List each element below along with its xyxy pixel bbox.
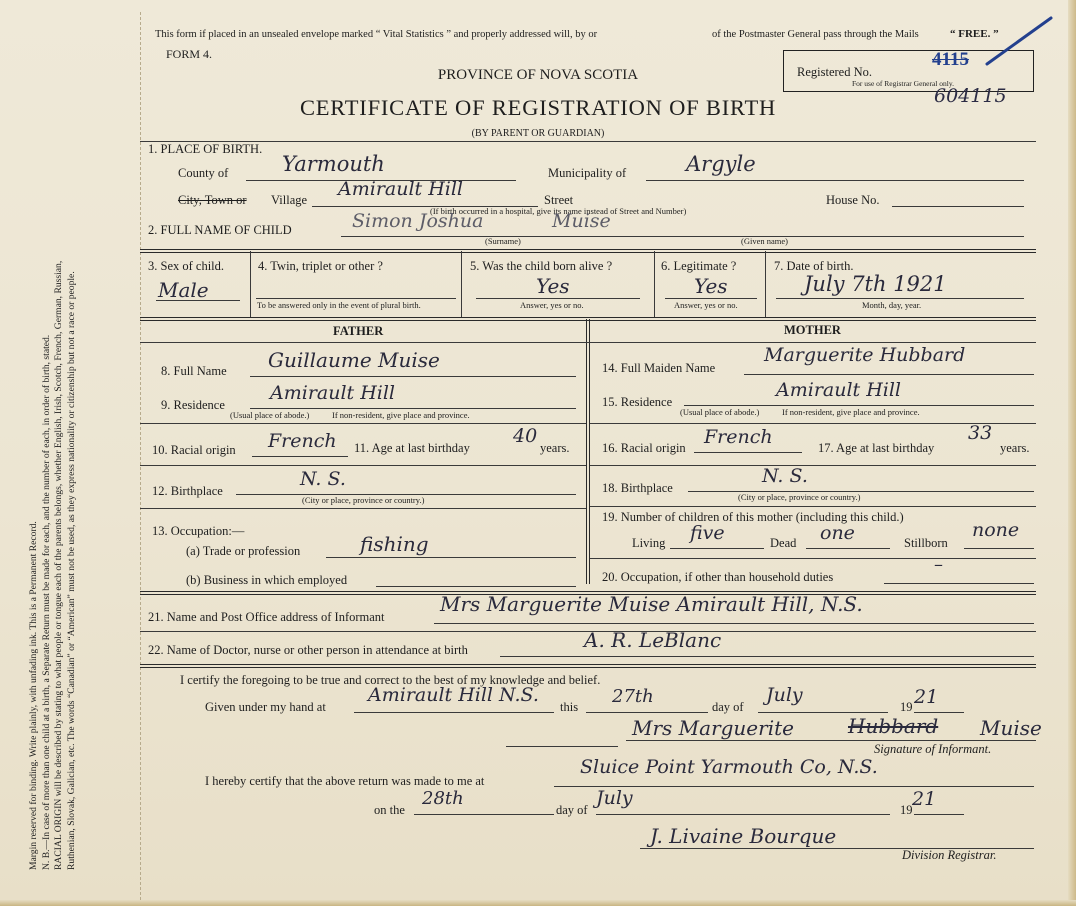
divider-5-6 bbox=[654, 251, 655, 317]
given-month-value: July bbox=[766, 684, 803, 706]
father-trade-value: fishing bbox=[360, 532, 429, 556]
registrar-signature: J. Livaine Bourque bbox=[650, 824, 837, 848]
mother-residence-label: 15. Residence bbox=[602, 395, 673, 409]
postal-notice-free: “ FREE. ” bbox=[950, 28, 999, 40]
father-racial-line bbox=[252, 456, 348, 457]
sex-value: Male bbox=[158, 278, 209, 302]
municipality-label: Municipality of bbox=[548, 166, 627, 180]
county-value: Yarmouth bbox=[282, 152, 385, 176]
father-age-value: 40 bbox=[513, 425, 538, 447]
living-label: Living bbox=[632, 536, 666, 550]
given-place-line bbox=[354, 712, 554, 713]
given-year-value: 21 bbox=[914, 686, 939, 708]
father-birthplace-label: 12. Birthplace bbox=[152, 484, 223, 498]
registered-no-stamp: 4115 bbox=[932, 49, 969, 70]
margin-line-1: Margin reserved for binding. Write plainly, with unfading ink. This is a Permanent Record. bbox=[28, 521, 39, 870]
registrar-cert-label: I hereby certify that the above return was made to me at bbox=[205, 774, 485, 788]
given-year-prefix: 19 bbox=[900, 700, 913, 714]
father-residence-value: Amirault Hill bbox=[270, 382, 396, 404]
mother-residence-value: Amirault Hill bbox=[776, 379, 902, 401]
given-day-value: 27th bbox=[612, 686, 654, 707]
margin-line-4: Ruthenian, Slovak, Galician, etc. The words “Canadian” or “American” must not be used, as they express nationality or citizenship but not a race or people. bbox=[65, 271, 77, 870]
sex-line bbox=[156, 300, 240, 301]
rule-f-birthplace bbox=[140, 465, 586, 466]
mother-occupation-value: – bbox=[934, 554, 943, 575]
hospital-note: (If birth occurred in a hospital, give its name instead of Street and Number) bbox=[430, 206, 687, 216]
mother-racial-line bbox=[694, 452, 802, 453]
father-abode-note: (Usual place of abode.) bbox=[230, 410, 310, 420]
father-racial-value: French bbox=[268, 430, 337, 452]
this-label: this bbox=[560, 700, 579, 714]
reg-month-line bbox=[596, 814, 890, 815]
short-divider bbox=[506, 746, 618, 747]
father-racial-label: 10. Racial origin bbox=[152, 443, 236, 457]
father-nonresident-note: If non-resident, give place and province. bbox=[332, 410, 470, 420]
house-no-line bbox=[892, 206, 1024, 207]
informant-sig-b: Muise bbox=[980, 716, 1042, 740]
certificate-title: CERTIFICATE OF REGISTRATION OF BIRTH bbox=[299, 95, 777, 120]
day-of-label: day of bbox=[712, 700, 744, 714]
father-heading: FATHER bbox=[333, 324, 384, 338]
rule-m-occupation bbox=[590, 558, 1036, 559]
house-no-label: House No. bbox=[826, 193, 880, 207]
reg-year-prefix: 19 bbox=[900, 803, 913, 817]
stillborn-line bbox=[964, 548, 1034, 549]
registered-no-written: 604115 bbox=[934, 85, 1007, 107]
born-alive-note: Answer, yes or no. bbox=[520, 300, 584, 310]
living-line bbox=[670, 548, 764, 549]
dead-line bbox=[806, 548, 890, 549]
mother-birthplace-note: (City or place, province or country.) bbox=[738, 492, 861, 502]
rule-section-3 bbox=[140, 249, 1036, 253]
margin-line-2: N. B.—In case of more than one child at a birth, a Separate Return must be made for each, and the number of each, in order of birth, stated. bbox=[40, 334, 52, 870]
sig-informant-label: Signature of Informant. bbox=[874, 742, 992, 756]
rule-m-birthplace bbox=[590, 465, 1036, 466]
informant-sig-struck: Hubbard bbox=[848, 714, 939, 738]
informant-line bbox=[434, 623, 1034, 624]
legitimate-value: Yes bbox=[694, 274, 728, 298]
given-year-line bbox=[914, 712, 964, 713]
reg-year-value: 21 bbox=[912, 788, 937, 810]
dead-value: one bbox=[820, 522, 855, 544]
twin-note: To be answered only in the event of plural birth. bbox=[257, 300, 421, 310]
mother-name-label: 14. Full Maiden Name bbox=[602, 361, 716, 375]
father-birthplace-value: N. S. bbox=[300, 468, 346, 490]
mother-name-line bbox=[744, 374, 1034, 375]
given-day-line bbox=[586, 712, 708, 713]
rule-f-racial bbox=[140, 423, 586, 424]
mother-years: years. bbox=[1000, 441, 1030, 455]
postal-notice-b: of the Postmaster General pass through the Mails bbox=[712, 29, 919, 40]
reg-day-value: 28th bbox=[422, 788, 464, 809]
rule-f-occupation bbox=[140, 508, 586, 509]
mother-abode-note: (Usual place of abode.) bbox=[680, 407, 760, 417]
attendant-line bbox=[500, 656, 1034, 657]
stillborn-label: Stillborn bbox=[904, 536, 948, 550]
father-residence-line bbox=[250, 408, 576, 409]
occupation-label: 13. Occupation:— bbox=[152, 524, 245, 538]
twin-line bbox=[256, 298, 456, 299]
reg-month-value: July bbox=[596, 787, 633, 809]
rule-top bbox=[140, 141, 1036, 142]
attendant-label: 22. Name of Doctor, nurse or other person in attendance at birth bbox=[148, 643, 468, 657]
father-trade-line bbox=[326, 557, 576, 558]
informant-label: 21. Name and Post Office address of Informant bbox=[148, 610, 385, 624]
rule-parents-heading bbox=[140, 342, 1036, 343]
mother-nonresident-note: If non-resident, give place and province. bbox=[782, 407, 920, 417]
province-heading: PROVINCE OF NOVA SCOTIA bbox=[437, 67, 639, 83]
binding-margin-line bbox=[140, 12, 141, 900]
blue-check-mark bbox=[985, 14, 1055, 70]
certify-text: I certify the foregoing to be true and correct to the best of my knowledge and belief. bbox=[180, 673, 601, 687]
municipality-value: Argyle bbox=[686, 152, 756, 176]
village-label: Village bbox=[271, 193, 308, 207]
legitimate-note: Answer, yes or no. bbox=[674, 300, 738, 310]
date-of-birth-line bbox=[776, 298, 1024, 299]
reg-day-of-label: day of bbox=[556, 803, 588, 817]
mother-heading: MOTHER bbox=[784, 323, 841, 337]
mother-racial-label: 16. Racial origin bbox=[602, 441, 686, 455]
registrar-use-note: For use of Registrar General only. bbox=[852, 79, 954, 88]
given-name-note: (Given name) bbox=[741, 236, 788, 246]
child-given-value: Simon Joshua bbox=[352, 210, 484, 232]
father-years: years. bbox=[540, 441, 570, 455]
given-place-value: Amirault Hill N.S. bbox=[368, 684, 539, 706]
village-value: Amirault Hill bbox=[338, 178, 464, 200]
mother-occupation-line bbox=[884, 583, 1034, 584]
certificate-subtitle: (BY PARENT OR GUARDIAN) bbox=[471, 128, 605, 139]
mother-birthplace-value: N. S. bbox=[762, 465, 808, 487]
form-number: FORM 4. bbox=[166, 47, 213, 61]
divider-3-4 bbox=[250, 251, 251, 317]
informant-sig-line bbox=[626, 740, 1036, 741]
on-the-label: on the bbox=[374, 803, 405, 817]
mother-racial-value: French bbox=[704, 426, 773, 448]
mother-birthplace-label: 18. Birthplace bbox=[602, 481, 673, 495]
county-label: County of bbox=[178, 166, 229, 180]
postal-notice-a: This form if placed in an unsealed envelope marked “ Vital Statistics ” and properly addressed will, by or bbox=[155, 29, 598, 40]
father-birthplace-note: (City or place, province or country.) bbox=[302, 495, 425, 505]
rule-m-children bbox=[590, 506, 1036, 507]
given-under-label: Given under my hand at bbox=[205, 700, 326, 714]
municipality-line bbox=[646, 180, 1024, 181]
divider-6-7 bbox=[765, 251, 766, 317]
business-label: (b) Business in which employed bbox=[186, 573, 348, 587]
business-line bbox=[376, 586, 576, 587]
father-age-label: 11. Age at last birthday bbox=[354, 441, 470, 455]
trade-label: (a) Trade or profession bbox=[186, 544, 301, 558]
paper-edge-bottom bbox=[0, 900, 1076, 906]
legitimate-label: 6. Legitimate ? bbox=[661, 259, 737, 273]
informant-sig-a: Mrs Marguerite bbox=[632, 716, 794, 740]
registrar-place-value: Sluice Point Yarmouth Co, N.S. bbox=[580, 756, 878, 778]
reg-year-line bbox=[914, 814, 964, 815]
stillborn-value: none bbox=[972, 519, 1020, 541]
parents-divider bbox=[586, 319, 590, 584]
divider-4-5 bbox=[461, 251, 462, 317]
children-label: 19. Number of children of this mother (including this child.) bbox=[602, 510, 904, 524]
father-name-line bbox=[250, 376, 576, 377]
margin-instructions bbox=[28, 30, 78, 870]
born-alive-label: 5. Was the child born alive ? bbox=[470, 259, 613, 273]
city-town-label: City, Town or bbox=[178, 193, 247, 207]
division-registrar-label: Division Registrar. bbox=[902, 848, 997, 862]
given-month-line bbox=[758, 712, 888, 713]
mother-occupation-label: 20. Occupation, if other than household duties bbox=[602, 570, 834, 584]
born-alive-line bbox=[476, 298, 640, 299]
date-note: Month, day, year. bbox=[862, 300, 922, 310]
surname-note: (Surname) bbox=[485, 236, 521, 246]
sex-label: 3. Sex of child. bbox=[148, 259, 225, 273]
father-name-value: Guillaume Muise bbox=[268, 348, 440, 372]
reg-day-line bbox=[414, 814, 554, 815]
twin-label: 4. Twin, triplet or other ? bbox=[258, 259, 383, 273]
mother-age-value: 33 bbox=[968, 422, 993, 444]
legitimate-line bbox=[665, 298, 757, 299]
dead-label: Dead bbox=[770, 536, 797, 550]
street-label: Street bbox=[544, 193, 574, 207]
living-value: five bbox=[690, 522, 725, 544]
born-alive-value: Yes bbox=[536, 274, 570, 298]
date-of-birth-label: 7. Date of birth. bbox=[774, 259, 854, 273]
mother-residence-line bbox=[684, 405, 1034, 406]
mother-name-value: Marguerite Hubbard bbox=[764, 344, 966, 366]
margin-line-3: RACIAL ORIGIN will be described by stating to what people or tongue each of the parents belongs, whether English, Irish, Scotch, French, German, Russian, bbox=[53, 260, 65, 870]
child-name-label: 2. FULL NAME OF CHILD bbox=[148, 223, 292, 237]
mother-age-label: 17. Age at last birthday bbox=[818, 441, 935, 455]
informant-value: Mrs Marguerite Muise Amirault Hill, N.S. bbox=[440, 592, 863, 616]
father-name-label: 8. Full Name bbox=[161, 364, 227, 378]
registered-no-label: Registered No. bbox=[797, 65, 872, 79]
place-of-birth-label: 1. PLACE OF BIRTH. bbox=[148, 142, 263, 156]
child-name-line bbox=[341, 236, 1024, 237]
attendant-value: A. R. LeBlanc bbox=[584, 628, 722, 652]
rule-certification bbox=[140, 664, 1036, 668]
father-residence-label: 9. Residence bbox=[161, 398, 225, 412]
date-of-birth-value: July 7th 1921 bbox=[804, 272, 947, 296]
child-surname-value: Muise bbox=[552, 210, 611, 232]
